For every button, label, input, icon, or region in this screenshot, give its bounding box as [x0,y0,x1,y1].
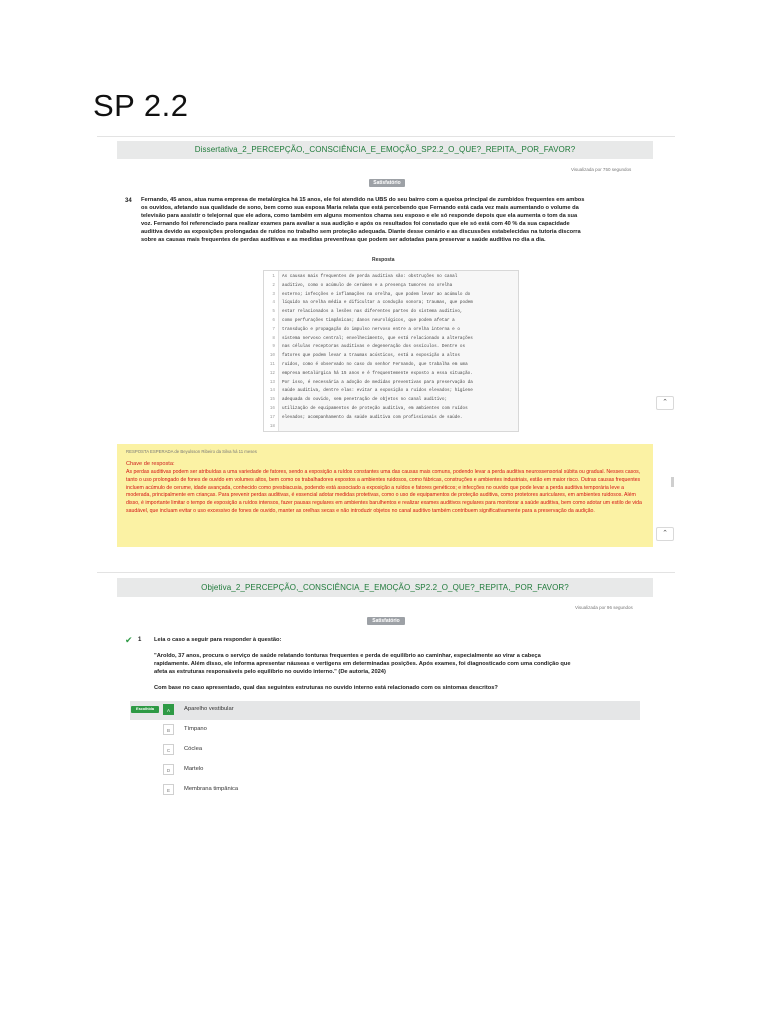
option-letter: E [163,784,174,795]
response-textarea[interactable] [263,270,519,432]
option-d[interactable] [130,761,640,780]
question-intro: Leia o caso a seguir para responder à questão: [154,637,282,643]
option-letter: D [163,764,174,775]
option-text: Aparelho vestibular [184,706,234,712]
question-line: auditiva devido as exposições prolongadas de ruídos no trabalho sem proteção adequada. Diante desse cenário e as discussões estabelecidas na tutoria discorra [141,229,581,235]
option-b[interactable] [130,721,640,740]
code-line: 3 externo; infecções e inflamações na orelha, que podem levar ao acúmulo do [272,291,471,297]
dissertativa-panel [97,136,675,437]
expected-answer [117,444,653,547]
option-text: Membrana timpânica [184,786,239,792]
page-title: SP 2.2 [93,88,189,123]
view-time: Visualizada por 750 segundos [571,167,632,172]
case-line: rapidamente. Além disso, ele informa apresentar náuseas e vertigens em determinadas posições. Após exames, foi diagnosticado com uma condição que [154,661,571,667]
question-line: sobre as causas mais frequentes de perdas auditivas e as medidas preventivas que podem ser adotadas para preservar a saúde auditiva no dia a dia. [141,237,546,243]
option-c[interactable] [130,741,640,760]
question-line: os ouvidos, afetando sua qualidade de sono, bem como sua esposa Maria relata que está percebendo que Fernando está cada vez mais aumentando o volume da [141,205,579,211]
objetiva-panel [97,572,675,809]
code-line: 10 fatores que podem levar a traumas acústicos, está a exposição a altos [269,353,460,359]
scrollbar-thumb[interactable] [671,477,674,487]
code-line: 4 líquido na orelha média e dificultar a condução sonora; traumas, que podem [272,300,473,306]
option-letter: B [163,724,174,735]
question-text [141,196,671,244]
case-line: afeta as estruturas responsáveis pelo equilíbrio no ouvido interno." (De autoria, 2024) [154,669,386,675]
checkmark-icon: ✔ [125,635,133,645]
code-line: 7 transdução e propagação do impulso nervoso entre a orelha interna e o [272,326,460,332]
option-text: Cóclea [184,746,203,752]
question-line: televisão para assistir o telejornal que ele adora, como também em alguns momentos chama seu esposo e ele só responde depois que ela aumenta o tom da sua [141,213,578,219]
code-line: 17 elevados; acompanhamento da saúde auditiva com profissionais de saúde. [269,414,463,420]
scroll-up-button[interactable] [656,527,674,541]
option-text: Tímpano [184,726,207,732]
expected-answer-title: Chave de resposta: [126,461,175,467]
code-line: 15 adequada do ouvido, sem penetração de objetos no canal auditivo; [269,397,448,403]
question-prompt: Com base no caso apresentado, qual das seguintes estruturas no ouvido interno está relacionado com os sintomas descritos? [154,685,498,691]
chosen-badge: Escolhida [131,706,159,713]
objetiva-header: Objetiva_2_PERCEPÇÃO,_CONSCIÊNCIA_E_EMOÇÃO_SP2.2_O_QUE?_REPITA,_POR_FAVOR? [117,578,653,597]
code-line: 18 [269,423,275,429]
response-label: Resposta [372,257,395,263]
option-text: Martelo [184,766,204,772]
code-line: 5 estar relacionados a lesões nas diferentes partes do sistema auditivo, [272,309,463,315]
expected-answer-meta: RESPOSTA ESPERADA de Beyulsson Ribeiro da Silva há 11 meses [126,449,257,454]
code-line: 12 empresa metalúrgica há 15 anos e é frequentemente exposto a essa situação. [269,370,473,376]
option-a[interactable] [130,701,640,720]
code-line: 1 As causas mais frequentes de perda auditiva são: obstruções no canal [272,274,458,279]
view-time: Visualizada por 96 segundos [575,605,633,610]
chevron-up-icon: ⌃ [662,399,668,406]
option-letter: C [163,744,174,755]
code-line: 6 como perfurações timpânicas; danos neurológicos, que podem afetar a [272,318,455,323]
status-badge: Satisfatório [369,179,405,187]
question-line: Fernando, 45 anos, atua numa empresa de metalúrgica há 15 anos, ele foi atendido na UBS do seu bairro com a queixa principal de zumbidos frequentes em ambos [141,197,585,203]
option-e[interactable] [130,781,640,800]
code-line: 11 ruídos, como é observado no caso do senhor Fernando, que trabalha em uma [269,362,468,367]
case-text [154,652,664,676]
code-line: 8 sistema nervoso central; envelhecimento, que está relacionado a alterações [272,335,473,341]
expected-answer-body: As perdas auditivas podem ser atribuídas a uma variedade de fatores, sendo a exposição a ruídos constantes uma das causas mais comuns, podendo levar a perda auditiva neurossensorial súbita ou gradual. Nesses casos, tanto o uso prolongado de fones de ouvido em volumes altos, bem como os trabalhadores expostos a ambientes ruidosos, como fábricas, construções e ambientes industriais, estão em maior risco. Outras causas frequentes incluem acúmulo de cerume, idade avançada, conhecido como presbiacusia, podendo está associado a exposição a ruídos e fatores genéticos; e infecções no ouvido que pode levar a perda auditiva temporária leve a moderada, principalmente em crianças. Para prevenir perdas auditivas, é essencial adotar medidas protetivas, como o uso de equipamentos de proteção auditiva, como protetores auriculares, em ambientes ruidosos. Além disso, é importante limitar o tempo de exposição a ruídos intensos, fazer pausas regulares em ambientes barulhentos e realizar exames auditivos regulares para monitorar a saúde auditiva, bem como adotar um estilo de vida saudável, que incluam evitar o uso excessivo de fones de ouvido, manter as orelhas secas e não introduzir objetos no canal auditivo também contribuem significativamente para a preservação da audição. [126,469,642,514]
case-line: "Aroldo, 37 anos, procura o serviço de saúde relatando tonturas frequentes e perda de equilíbrio ao caminhar, especialmente ao virar a cabeça [154,653,541,659]
code-line: 13 Por isso, é necessária a adoção de medidas preventivas para preservação da [269,379,473,385]
code-line: 2 auditivo, como o acúmulo de cerúmen e a presença tumores no orelha [272,282,453,288]
dissertativa-header: Dissertativa_2_PERCEPÇÃO,_CONSCIÊNCIA_E_EMOÇÃO_SP2.2_O_QUE?_REPITA,_POR_FAVOR? [117,141,653,159]
code-line: 16 utilização de equipamentos de proteção auditiva, em ambientes com ruídos [269,406,468,411]
chevron-up-icon: ⌃ [662,530,668,537]
question-number: 1 [138,637,142,643]
code-line: 9 nas células receptoras auditivas e degeneração dos ossículos. Dentre os [272,344,466,350]
code-line: 14 saúde auditiva, dentre elas: evitar a exposição a ruídos elevados; higiene [269,388,473,394]
option-letter: A [163,704,174,715]
status-badge: Satisfatório [367,617,405,625]
question-number: 34 [125,198,132,204]
question-line: voz. Fernando foi referenciado para realizar exames para avaliar a sua audição e após os resultados foi constado que ele só está com 40 % da sua capacidade [141,221,570,227]
scroll-up-button[interactable] [656,396,674,410]
